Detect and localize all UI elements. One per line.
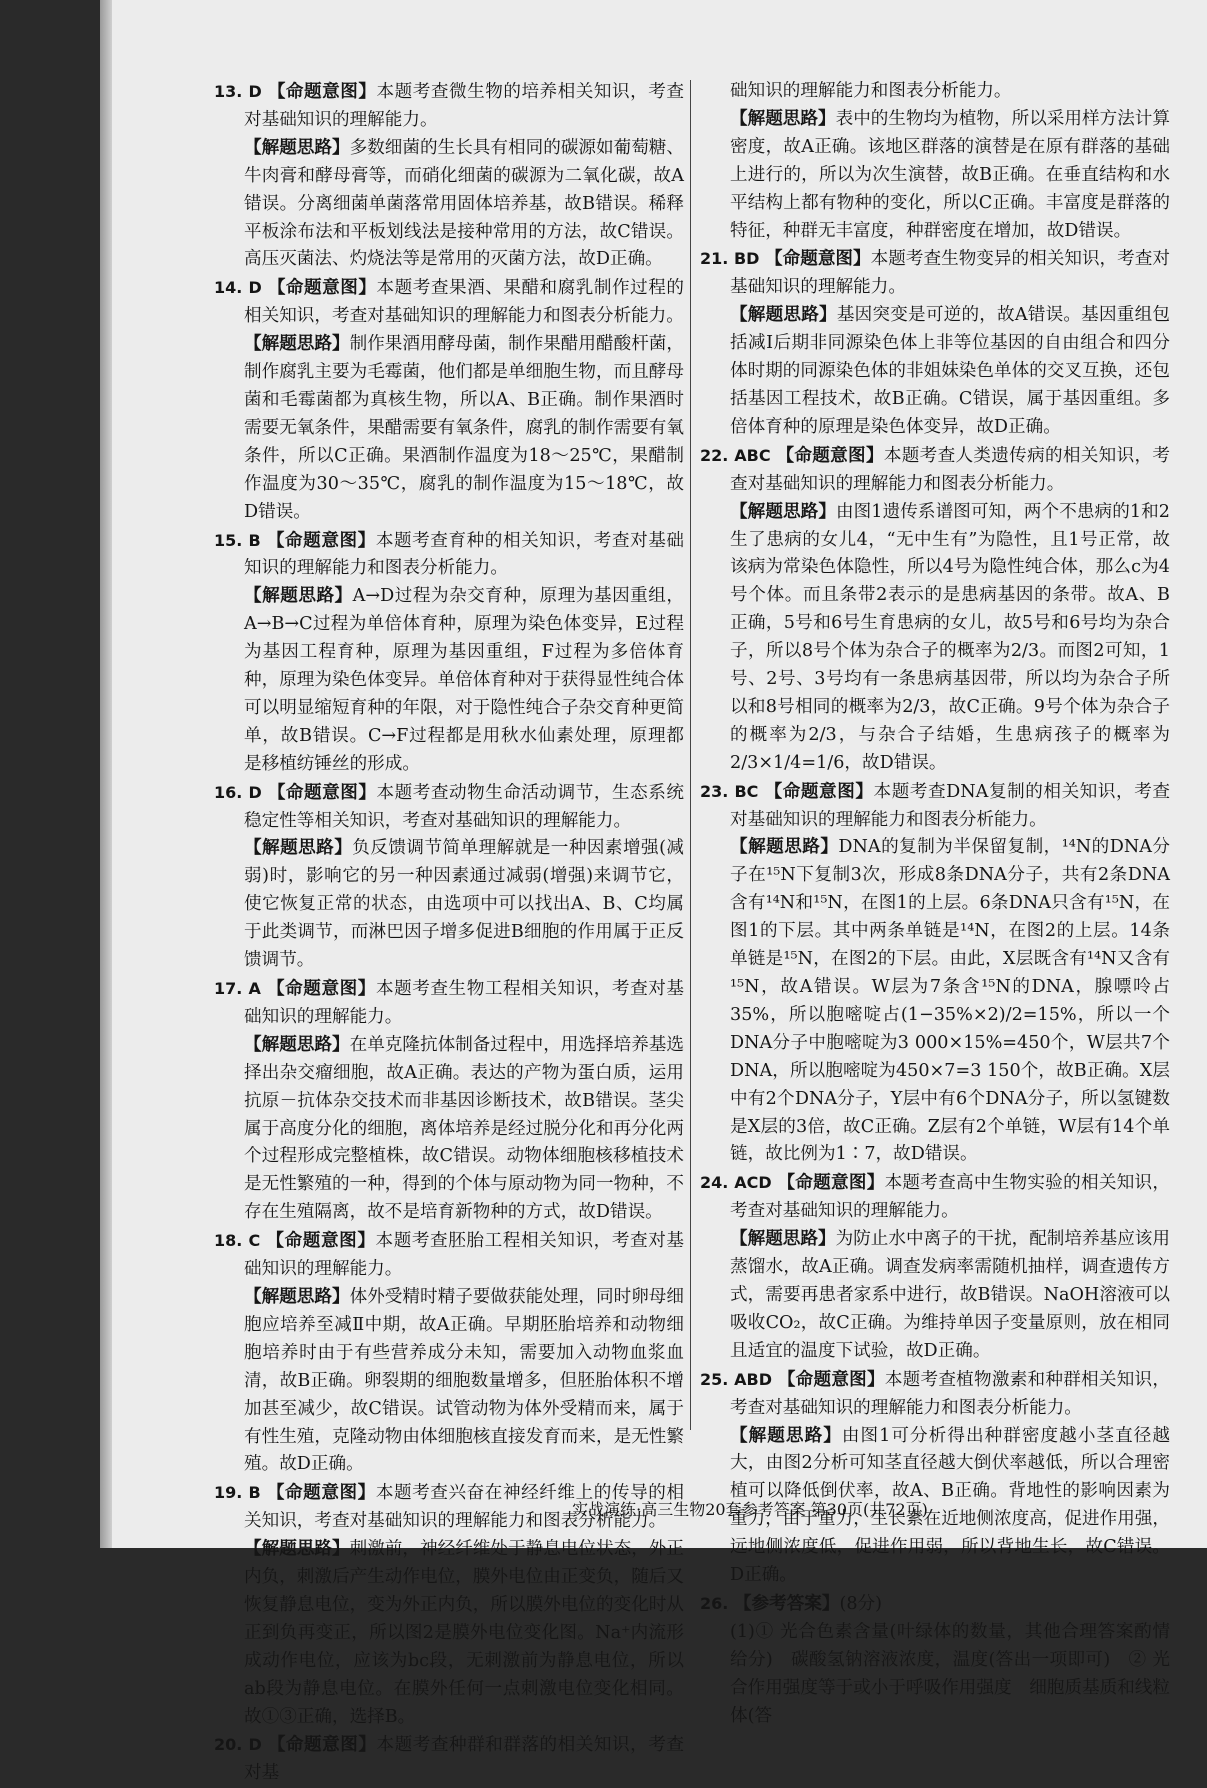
solution-text: 在单克隆抗体制备过程中，用选择培养基选择出杂交瘤细胞，故A正确。表达的产物为蛋白质，运用抗原－抗体杂交技术而非基因诊断技术，故B错误。茎尖属于高度分化的细胞，离体培养是经过脱分化和再分化两个过程形成完整植株，故C错误。动物体细胞核移植技术是无性繁殖的一种，得到的个体与原动物为同一物种，不存在生殖隔离，故不是培育新物种的方式，故D错误。	[244, 1034, 684, 1223]
solution-text: 为防止水中离子的干扰，配制培养基应该用蒸馏水，故A正确。调查发病率需随机抽样，调查遗传方式，需要再患者家系中进行，故B错误。NaOH溶液可以吸收CO₂，故C正确。为维持单因子变量原则，放在相同且适宜的温度下试验，故D正确。	[730, 1229, 1170, 1361]
intent-label: 【命题意图】	[267, 1735, 377, 1756]
question-cont-intent	[700, 78, 1170, 106]
question-number: 19.	[214, 1483, 249, 1503]
question-number: 17.	[214, 979, 249, 998]
solution-text: 由图1遗传系谱图可知，两个不患病的1和2生了患病的女儿4，“无中生有”为隐性，且1号正常，故该病为常染色体隐性，所以4号为隐性纯合体，那么c为4号个体。而且条带2表示的是患病基因的条带。故A、B正确，5号和6号生育患病的女儿，故5号和6号均为杂合子，所以8号个体为杂合子的概率为2/3。而图2可知，1号、2号、3号均有一条患病基因带，所以均为杂合子所以和8号相同的概率为2/3，故C正确。9号个体为杂合子的概率为2/3，与杂合子结婚，生患病孩子的概率为2/3×1/4=1/6，故D错误。	[730, 501, 1170, 773]
solution-label: 【解题思路】	[730, 1425, 842, 1446]
question-number: 20.	[214, 1735, 249, 1755]
answer-letter: C	[248, 1231, 267, 1251]
intent-label: 【命题意图】	[776, 445, 884, 466]
column-divider	[690, 80, 691, 1430]
solution-text: A→D过程为杂交育种，原理为基因重组，A→B→C过程为单倍体育种，原理为染色体变异，E过程为基因工程育种，原理为基因重组，F过程为多倍体育种，原理为染色体变异。单倍体育种对于获得显性纯合体可以明显缩短育种的年限，对于隐性纯合子杂交育种更简单，故B错误。C→F过程都是用秋水仙素处理，原理都是移植纺锤丝的形成。	[244, 586, 684, 774]
intent-text: 本题考查兴奋在神经纤维上的传导的相关知识，考查对基础知识的理解能力和图表分析能力。	[244, 1483, 684, 1532]
intent-text: 本题考查微生物的培养相关知识，考查对基础知识的理解能力。	[244, 82, 684, 130]
question-solution	[700, 834, 1170, 1169]
solution-label: 【解题思路】	[730, 108, 836, 129]
question-16-intent	[214, 779, 684, 836]
question-solution	[214, 1284, 684, 1479]
page-footer: 实战演练·高三生物20套参考答案 第30页(共72页)	[572, 1500, 928, 1519]
intent-text: 本题考查胚胎工程相关知识，考查对基础知识的理解能力。	[244, 1231, 684, 1280]
solution-text: (1)① 光合色素含量(叶绿体的数量，其他合理答案酌情给分) 碳酸氢钠溶液浓度，温度(答出一项即可) ② 光合作用强度等于或小于呼吸作用强度 细胞质基质和线粒体(答	[730, 1621, 1170, 1726]
intent-label: 【命题意图】	[267, 278, 377, 299]
question-25-intent	[700, 1366, 1170, 1423]
solution-text: DNA的复制为半保留复制，¹⁴N的DNA分子在¹⁵N下复制3次，形成8条DNA分子，共有2条DNA含有¹⁴N和¹⁵N，在图1的上层。6条DNA只含有¹⁵N，在图1的下层。其中两条单链是¹⁴N，在图2的上层。14条单链是¹⁵N，在图2的下层。由此，X层既含有¹⁴N又含有¹⁵N，故A错误。W层为7条含¹⁵N的DNA，腺嘌呤占35%，所以胞嘧啶占(1−35%×2)/2=15%，所以一个DNA分子中胞嘧啶为3 000×15%=450个，W层共7个DNA，所以胞嘧啶为450×7=3 150个，故B正确。X层中有2个DNA分子，Y层中有6个DNA分子，所以氢键数是X层的3倍，故C正确。Z层有2个单链，W层有14个单链，故比例为1∶7，故D错误。	[730, 837, 1170, 1165]
question-number: 23.	[700, 781, 735, 801]
intent-text: 本题考查动物生命活动调节，生态系统稳定性等相关知识，考查对基础知识的理解能力。	[244, 782, 684, 831]
question-number: 13.	[214, 82, 249, 101]
question-solution	[700, 499, 1170, 778]
intent-text: (8分)	[839, 1593, 883, 1614]
answer-letter: A	[248, 979, 267, 998]
intent-label: 【参考答案】	[733, 1593, 840, 1614]
question-24-intent	[700, 1169, 1170, 1226]
solution-text: 基因突变是可逆的，故A错误。基因重组包括减Ⅰ后期非同源染色体上非等位基因的自由组合和四分体时期的同源染色体的非姐妹染色单体的交叉互换，还包括基因工程技术，故B正确。C错误，属于基因重组。多倍体育种的原理是染色体变异，故D正确。	[730, 305, 1170, 437]
intent-label: 【命题意图】	[777, 1369, 885, 1390]
question-20-intent	[214, 1731, 684, 1788]
intent-text: 本题考查果酒、果醋和腐乳制作过程的相关知识，考查对基础知识的理解能力和图表分析能力。	[244, 278, 684, 327]
question-18-intent	[214, 1227, 684, 1284]
solution-text: 表中的生物均为植物，所以采用样方法计算密度，故A正确。该地区群落的演替是在原有群落的基础上进行的，所以为次生演替，故B正确。在垂直结构和水平结构上都有物种的变化，所以C正确。丰富度是群落的特征，种群无丰富度，种群密度在增加，故D错误。	[730, 108, 1170, 241]
intent-text: 本题考查高中生物实验的相关知识，考查对基础知识的理解能力。	[730, 1173, 1170, 1222]
answer-letter: ABD	[734, 1369, 778, 1389]
intent-label: 【命题意图】	[266, 1231, 376, 1252]
answer-letter: D	[248, 1735, 268, 1755]
intent-label: 【命题意图】	[764, 781, 874, 802]
question-solution	[214, 331, 684, 526]
question-23-intent	[700, 778, 1170, 835]
question-number: 22.	[700, 445, 735, 465]
solution-label: 【解题思路】	[244, 586, 353, 607]
question-solution	[700, 1619, 1170, 1731]
question-number: 16.	[214, 782, 249, 802]
intent-text: 本题考查生物变异的相关知识，考查对基础知识的理解能力。	[730, 249, 1170, 298]
solution-text: 制作果酒用酵母菌，制作果醋用醋酸杆菌，制作腐乳主要为毛霉菌，他们都是单细胞生物，而且酵母菌和毛霉菌都为真核生物，所以A、B正确。制作果酒时需要无氧条件，果醋需要有氧条件，腐乳的制作需要有氧条件，所以C正确。果酒制作温度为18～25℃，果醋制作温度为30～35℃，腐乳的制作温度为15～18℃，故D错误。	[244, 334, 684, 522]
answer-letter: BD	[733, 249, 765, 269]
question-solution	[700, 1226, 1170, 1366]
intent-label: 【命题意图】	[267, 979, 376, 999]
question-14-intent	[214, 274, 684, 331]
question-number: 25.	[700, 1369, 735, 1389]
intent-label: 【命题意图】	[267, 782, 377, 803]
solution-label: 【解题思路】	[730, 501, 836, 522]
answer-letter: ABC	[734, 445, 777, 465]
intent-label: 【命题意图】	[777, 1173, 885, 1194]
intent-text: 本题考查种群和群落的相关知识，考查对基	[244, 1735, 684, 1784]
solution-text: 多数细菌的生长具有相同的碳源如葡萄糖、牛肉膏和酵母膏等，而硝化细菌的碳源为二氧化碳，故A错误。分离细菌单菌落常用固体培养基，故B错误。稀释平板涂布法和平板划线法是接种常用的方法，故C错误。高压灭菌法、灼烧法等是常用的灭菌方法，故D正确。	[244, 137, 684, 270]
question-number: 14.	[214, 278, 249, 298]
solution-label: 【解题思路】	[730, 305, 837, 326]
intent-text: 础知识的理解能力和图表分析能力。	[730, 81, 1012, 101]
answer-letter: D	[248, 782, 268, 802]
question-number: 24.	[700, 1173, 735, 1193]
solution-text: 由图1可分析得出种群密度越小茎直径越大，由图2分析可知茎直径越大倒伏率越低，所以合理密植可以降低倒伏率，故A、B正确。背地性的影响因素为重力，由于重力，生长素在近地侧浓度高，促进作用强，远地侧浓度低，促进作用弱，所以背地生长，故C错误。D正确。	[730, 1425, 1170, 1586]
solution-label: 【解题思路】	[244, 334, 350, 355]
solution-label: 【解题思路】	[244, 137, 350, 158]
intent-label: 【命题意图】	[266, 1483, 376, 1504]
solution-text: 负反馈调节简单理解就是一种因素增强(减弱)时，影响它的另一种因素通过减弱(增强)来调节它，使它恢复正常的状态，由选项中可以找出A、B、C均属于此类调节，而淋巴因子增多促进B细胞的作用属于正反馈调节。	[244, 838, 684, 971]
intent-label: 【命题意图】	[266, 530, 376, 551]
question-number: 21.	[700, 249, 734, 269]
question-solution	[214, 1536, 684, 1731]
solution-label: 【解题思路】	[244, 838, 353, 859]
question-solution	[214, 835, 684, 975]
right-column	[700, 78, 1170, 1730]
question-solution	[700, 302, 1170, 442]
left-column	[214, 78, 684, 1788]
solution-text: 体外受精时精子要做获能处理，同时卵母细胞应培养至减Ⅱ中期，故A正确。早期胚胎培养和动物细胞培养时由于有些营养成分未知，需要加入动物血浆血清，故B正确。卵裂期的细胞数量增多，但胚胎体积不增加甚至减少，故C错误。试管动物为体外受精而来，属于有性生殖，克隆动物由体细胞核直接发育而来，是无性繁殖。故D正确。	[244, 1286, 684, 1475]
question-21-intent	[700, 245, 1170, 302]
question-17-intent	[214, 975, 684, 1032]
question-solution	[214, 1032, 684, 1227]
intent-text: 本题考查生物工程相关知识，考查对基础知识的理解能力。	[244, 979, 684, 1027]
solution-label: 【解题思路】	[730, 1229, 836, 1250]
question-26-intent	[700, 1590, 1170, 1619]
intent-text: 本题考查DNA复制的相关知识，考查对基础知识的理解能力和图表分析能力。	[730, 781, 1170, 830]
question-solution	[214, 583, 684, 778]
answer-letter: D	[248, 82, 268, 101]
solution-label: 【解题思路】	[244, 1034, 350, 1055]
solution-label: 【解题思路】	[730, 837, 839, 858]
intent-text: 本题考查育种的相关知识，考查对基础知识的理解能力和图表分析能力。	[244, 530, 684, 579]
question-13-intent	[214, 78, 684, 135]
answer-letter: B	[248, 1483, 267, 1503]
question-number: 15.	[214, 530, 249, 550]
question-solution	[700, 106, 1170, 246]
question-number: 18.	[214, 1231, 249, 1251]
intent-label: 【命题意图】	[765, 249, 871, 270]
intent-text: 本题考查植物激素和种群相关知识，考查对基础知识的理解能力和图表分析能力。	[730, 1369, 1170, 1418]
intent-text: 本题考查人类遗传病的相关知识，考查对基础知识的理解能力和图表分析能力。	[730, 445, 1170, 494]
question-number: 26.	[700, 1593, 734, 1613]
answer-letter: D	[248, 278, 268, 298]
question-15-intent	[214, 527, 684, 584]
answer-letter: B	[248, 530, 267, 550]
intent-label: 【命题意图】	[267, 82, 377, 102]
answer-letter: ACD	[734, 1173, 778, 1193]
answer-letter: BC	[734, 781, 765, 801]
question-solution	[214, 135, 684, 275]
solution-label: 【解题思路】	[244, 1539, 350, 1560]
question-22-intent	[700, 442, 1170, 499]
solution-label: 【解题思路】	[244, 1286, 350, 1307]
solution-text: 刺激前，神经纤维处于静息电位状态，外正内负，刺激后产生动作电位，膜外电位由正变负，随后又恢复静息电位，变为外正内负，所以膜外电位的变化时从正到负再变正，所以图2是膜外电位变化图。Na⁺内流形成动作电位，应该为bc段，无刺激前为静息电位，所以ab段为静息电位。在膜外任何一点刺激电位变化相同。故①③正确，选择B。	[244, 1539, 684, 1727]
